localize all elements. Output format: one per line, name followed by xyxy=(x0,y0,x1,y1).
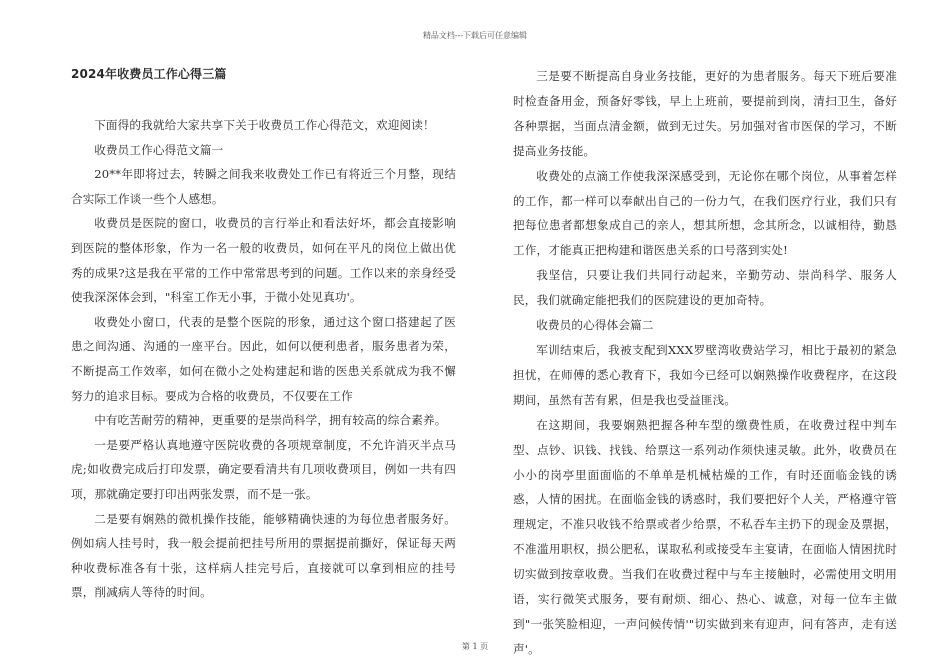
paragraph: 军训结束后，我被支配到XXX罗壁湾收费站学习，相比于最初的紧急担忧，在师傅的悉心教育下，我如今已经可以娴熟操作收费程序，在这段期间，虽然有苦有累，但是我也受益匪浅。 xyxy=(513,342,897,407)
paragraph: 我坚信，只要让我们共同行动起来，辛勤劳动、崇尚科学、服务人民，我们就确定能把我们的医院建设的更加奇特。 xyxy=(513,268,897,308)
paragraph: 20**年即将过去，转瞬之间我来收费处工作已有将近三个月整，现结合实际工作谈一些个人感想。 xyxy=(71,167,456,206)
section-heading: 收费员的心得体会篇二 xyxy=(536,318,654,333)
paragraph: 收费员是医院的窗口，收费员的言行举止和看法好坏，都会直接影响到医院的整体形象，作为一名一般的收费员，如何在平凡的岗位上做出优秀的成果?这是我在平常的工作中常常思考到的问题。工作以来的亲身经受使我深深体会到，"科室工作无小事，于微小处见真功'。 xyxy=(71,216,456,305)
section-heading: 收费员工作心得范文篇一 xyxy=(94,142,224,157)
document-title: 2024年收费员工作心得三篇 xyxy=(71,67,227,81)
right-column xyxy=(513,64,897,662)
paragraph: 中有吃苦耐劳的精神，更重要的是崇尚科学，拥有较高的综合素养。 xyxy=(94,413,447,428)
page-header-note: 精品文档---下载后可任意编辑 xyxy=(422,31,528,40)
paragraph: 下面得的我就给大家共享下关于收费员工作心得范文，欢迎阅读！ xyxy=(94,118,435,132)
paragraph: 在这期间，我要娴熟把握各种车型的缴费性质，在收费过程中判车型、点钞、识钱、找钱、给票这一系列动作须快速灵敏。此外，收费员在小小的岗亭里面面临的不单单是机械枯燥的工作，有时还面临金钱的诱惑，人情的困扰。在面临金钱的诱惑时，我们要把好个人关，严格遵守管理规定，不准只收钱不给票或者少给票，不私吞车主扔下的现金及票据，不准滥用职权，损公肥私，谋取私利或接受车主宴请，在面临人情困扰时切实做到按章收费。当我们在收费过程中与车主接触时，必需使用文明用语，实行微笑式服务，要有耐烦、细心、热心、诚意，对每一位车主做到"一张笑脸相迎，一声问候传情'"切实做到来有迎声，问有答声，走有送声'。 xyxy=(513,417,897,656)
page-number: 第 1 页 xyxy=(461,642,489,651)
left-column xyxy=(71,62,456,605)
paragraph: 二是要有娴熟的微机操作技能，能够精确快速的为每位患者服务好。例如病人挂号时，我一般会提前把挂号所用的票据提前撕好，保证每天两种收费标准各有十张，这样病人挂完号后，直接就可以拿到相应的挂号票，削减病人等待的时间。 xyxy=(71,511,456,600)
paragraph: 三是要不断提高自身业务技能，更好的为患者服务。每天下班后要准时检查备用金，预备好零钱，早上上班前，要提前到岗，清扫卫生，备好各种票据，当面点清金额，做到无过失。另加强对省市医保的学习，不断提高业务技能。 xyxy=(513,69,897,158)
paragraph: 收费处的点滴工作使我深深感受到，无论你在哪个岗位，从事着怎样的工作，都一样可以奉献出自己的一份力气，在我们医疗行业，我们只有把每位患者都想象成自己的亲人，想其所想，念其所念，以诚相待，勤恳工作，才能真正把构建和谐医患关系的口号落到实处! xyxy=(513,168,897,258)
paragraph: 收费处小窗口，代表的是整个医院的形象，通过这个窗口搭建起了医患之间沟通、沟通的一座平台。因此，如何以便利患者，服务患者为荣，不断提高工作效率，如何在微小之处构建起和谐的医患关系就成为我不懈努力的追求目标。要成为合格的收费员，不仅要在工作 xyxy=(71,314,456,403)
paragraph: 一是要严格认真地遵守医院收费的各项规章制度，不允许消灭半点马虎;如收费完成后打印发票，确定要看清共有几项收费项目，例如一共有四项，那就确定要打印出两张发票，而不是一张。 xyxy=(71,437,456,501)
